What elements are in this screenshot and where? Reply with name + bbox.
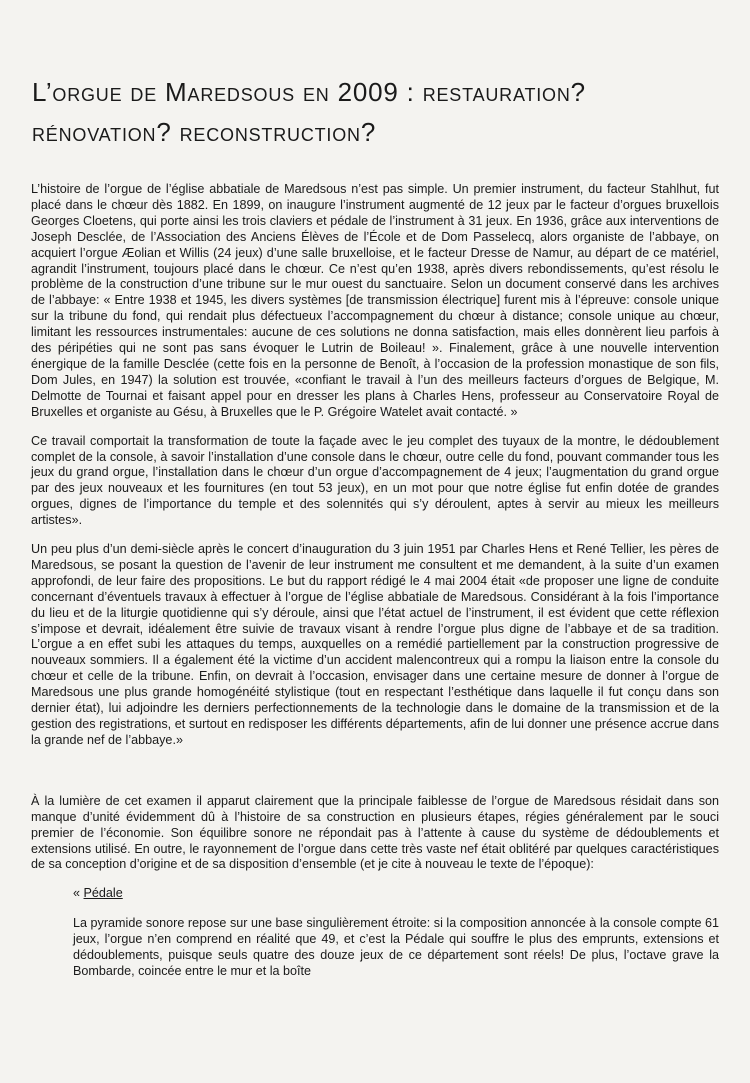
quote-text: La pyramide sonore repose sur une base singulièrement étroite: si la composition annoncée à la console compte 61 jeux, l’orgue n’en comprend en réalité que 49, et c’est la Pédale qui souffre le plus des emprunts, extensions et dédoublements, puisque seuls quatre des douze jeux de ce département sont réels! De plus, l’octave grave la Bombarde, coincée entre le mur et la boîte	[73, 916, 719, 978]
quote-heading	[73, 886, 719, 902]
quoted-section	[73, 886, 719, 980]
title-line-1: L’orgue de Maredsous en 2009 : restauration?	[32, 77, 586, 107]
title-line-2: rénovation? reconstruction?	[32, 117, 377, 147]
quote-open-mark: «	[73, 886, 84, 901]
paragraph-works: Ce travail comportait la transformation de toute la façade avec le jeu complet des tuyaux de la montre, le dédoublement complet de la console, à savoir l’installation d’une console dans le chœur, outre celle du fond, pouvant commander tous les jeux du grand orgue, l’installation dans le chœur d’un orgue d’accompagnement de 4 jeux; l’augmentation du grand orgue par des jeux nouveaux et les fournitures (en tout 53 jeux), en un mot pour que notre église fut enfin dotée de grandes orgues, dignes de l’importance du temple et des solennités qui s’y déroulent, aptes à servir au mieux les meilleurs artistes».	[31, 433, 719, 528]
quote-heading-label: Pédale	[83, 886, 123, 901]
article-title	[32, 72, 712, 152]
paragraph-report: Un peu plus d’un demi-siècle après le concert d’inauguration du 3 juin 1951 par Charles Hens et René Tellier, les pères de Maredsous, se posant la question de l’avenir de leur instrument me consultent et me demandent, à la suite d’un examen approfondi, de leur faire des propositions. Le but du rapport rédigé le 4 mai 2004 était «de proposer une ligne de conduite concernant d’éventuels travaux à effectuer à l’orgue de l’église abbatiale de Maredsous. Considérant à la fois l’importance du lieu et de la liturgie quotidienne qui s’y déroule, ainsi que l’état actuel de l’instrument, il est évident que cette réflexion s’impose et devrait, idéalement être suivie de travaux visant à rendre l’orgue plus digne de l’abbaye et de sa tradition. L’orgue a en effet subi les attaques du temps, auxquelles on a remédié partiellement par la construction progressive de nouveaux sommiers. Il a également été la victime d’un accident malencontreux qui a rompu la liaison entre la console du chœur et celle de la tribune. Enfin, on devrait à l’occasion, envisager dans une certaine mesure de donner à l’orgue de Maredsous une plus grande homogénéité stylistique (tout en respectant l’esthétique dans laquelle il fut conçu dans son dernier état), lui adjoindre les derniers perfectionnements de la technologie dans le domaine de la transmission et de la gestion des registrations, et surtout en redisposer les différents départements, afin de lui donner une présence accrue dans la grande nef de l’abbaye.»	[31, 542, 719, 747]
paragraph-history: L’histoire de l’orgue de l’église abbatiale de Maredsous n’est pas simple. Un premier instrument, du facteur Stahlhut, fut placé dans le chœur dès 1882. En 1899, on inaugure l’instrument augmenté de 12 jeux par le facteur d’orgues bruxellois Georges Cloetens, qui porte ainsi les trois claviers et pédale de l’instrument à 31 jeux. En 1936, grâce aux interventions de Joseph Desclée, de l’Association des Anciens Élèves de l’École et de Dom Passelecq, alors organiste de l’abbaye, on acquiert l’orgue Æolian et Willis (24 jeux) d’une salle bruxelloise, et le facteur Dresse de Namur, au départ de ce matériel, agrandit l’instrument, toujours placé dans le chœur. Ce n’est qu’en 1938, après divers rebondissements, qu’est résolu le problème de la construction d’une tribune sur le mur ouest du sanctuaire. Selon un document conservé dans les archives de l’abbaye: « Entre 1938 et 1945, les divers systèmes [de transmission électrique] furent mis à l’épreuve: console unique sur la tribune du fond, qui rendait plus défectueux l’accompagnement du chœur à distance; console unique au chœur, limitant les ressources instrumentales: aucune de ces solutions ne donna satisfaction, mais elles donnèrent lieu parfois à des péripéties qui ne sont pas sans évoquer le Lutrin de Boileau! ». Finalement, grâce à une nouvelle intervention énergique de la famille Desclée (cette fois en la personne de Benoît, à l’occasion de la profession monastique de son fils, Dom Jules, en 1947) la solution est trouvée, «confiant le travail à l’un des meilleurs facteurs d’orgues de Belgique, M. Delmotte de Tournai et faisant appel pour en dresser les plans à Charles Hens, professeur au Conservatoire Royal de Bruxelles et organiste au Gésu, à Bruxelles que le P. Grégoire Watelet avait contacté. »	[31, 182, 719, 419]
paragraph-analysis: À la lumière de cet examen il apparut clairement que la principale faiblesse de l’orgue de Maredsous résidait dans son manque d’unité évidemment dû à l’histoire de sa construction en plusieurs étapes, régies généralement par le souci premier de l’économie. Son équilibre sonore ne répondait pas à l’attente à cause du système de dédoublements et extensions utilisé. En outre, le rayonnement de l’orgue dans cette très vaste nef était oblitéré par quelques caractéristiques de sa conception d’origine et de sa disposition d’ensemble (et je cite à nouveau le texte de l’époque):	[31, 793, 719, 872]
article-body	[31, 182, 719, 993]
